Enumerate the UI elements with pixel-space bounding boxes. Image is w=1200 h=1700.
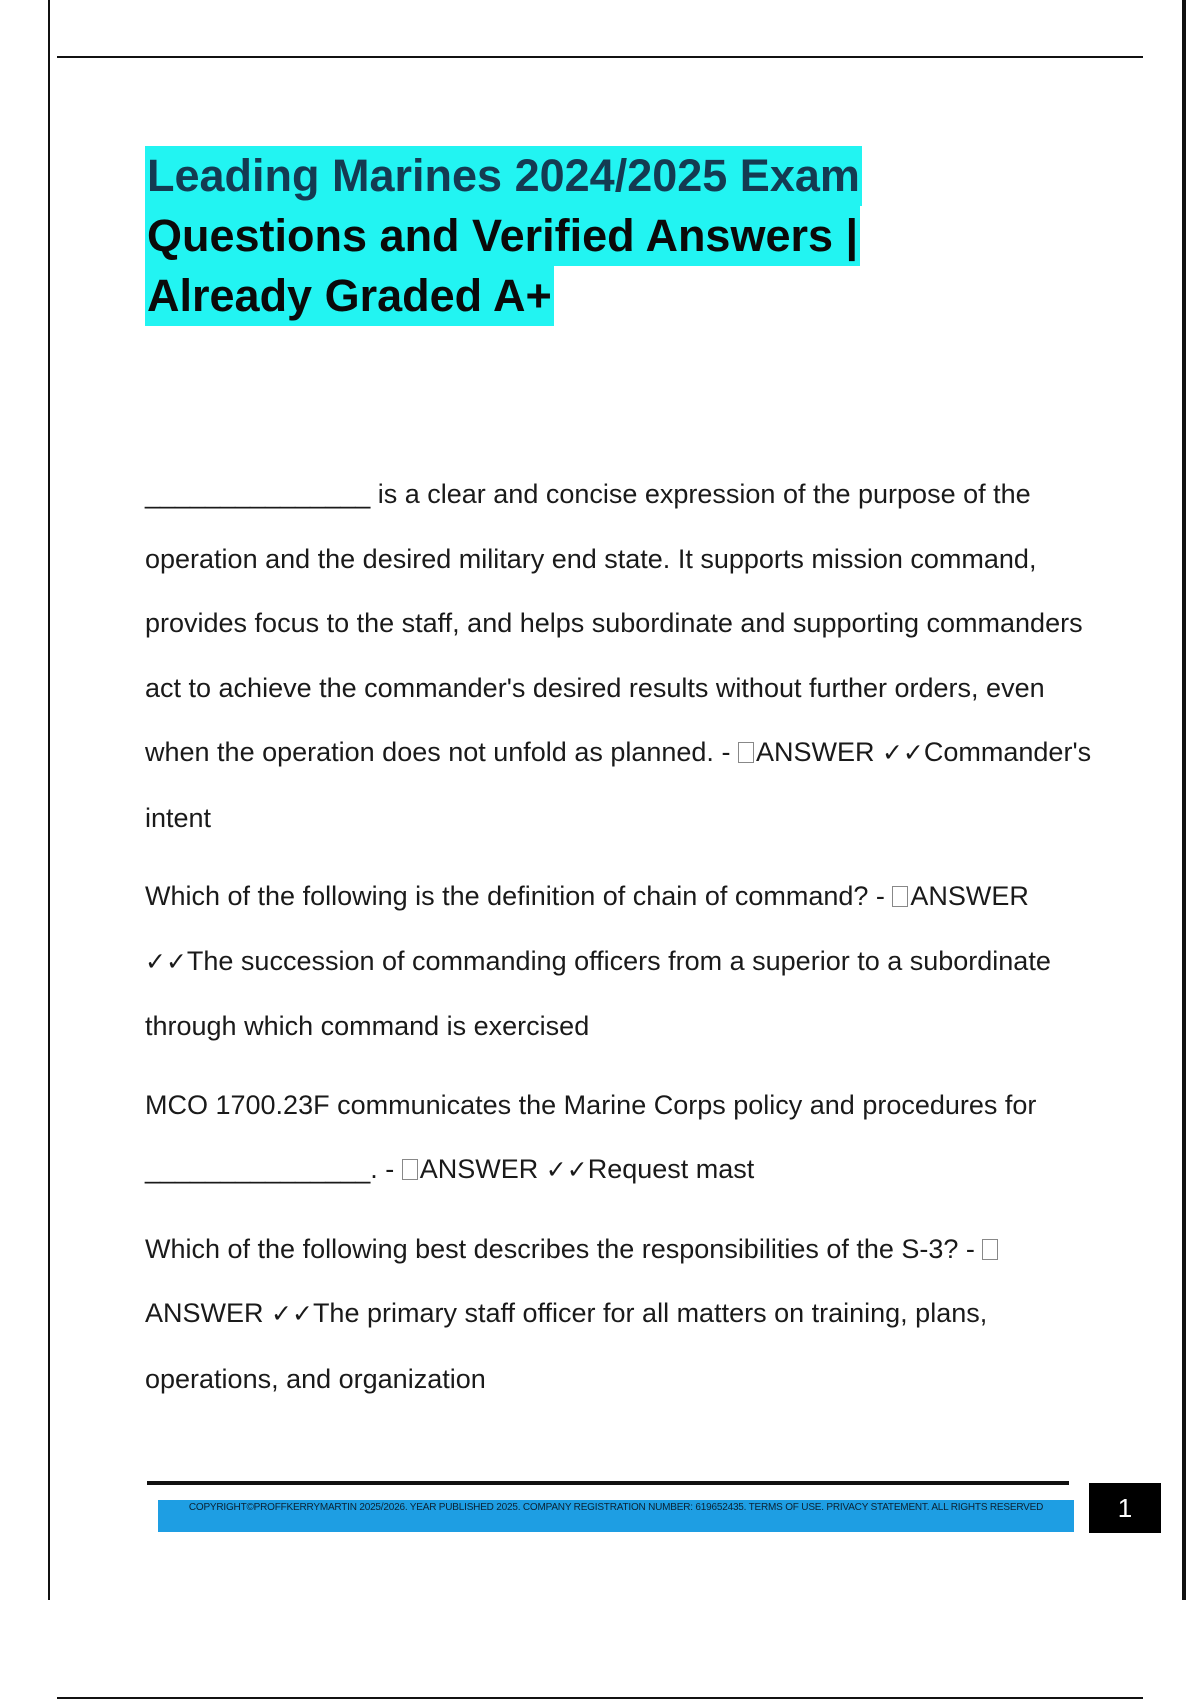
checkbox-glyph-icon <box>738 742 754 763</box>
page-border-left <box>48 0 50 1600</box>
question-text: _______________ is a clear and concise expression of the purpose of the operation and the desired military end state. It supports mission command, provides focus to the staff, and helps subordinate and supporting commanders act to achieve the commander's desired results without further orders, even when the operation does not unfold as planned. - <box>145 479 1083 767</box>
title-line-1: Leading Marines 2024/2025 Exam <box>145 146 862 206</box>
double-check-icon: ✓✓ <box>881 738 924 767</box>
document-title <box>145 146 945 326</box>
answer-label: ANSWER <box>755 737 875 767</box>
qa-item-3 <box>145 1073 1095 1203</box>
next-page-rule <box>57 1697 1143 1699</box>
answer-text: Commander's intent <box>145 737 1092 833</box>
answer-label: ANSWER <box>910 881 1029 911</box>
title-line-3: Already Graded A+ <box>145 266 554 326</box>
question-text: MCO 1700.23F communicates the Marine Corps policy and procedures for _______________. - <box>145 1089 1037 1184</box>
qa-list <box>145 462 1095 1425</box>
header-rule <box>57 56 1143 58</box>
answer-text: The primary staff officer for all matters on training, plans, operations, and organization <box>145 1298 988 1394</box>
title-line-2: Questions and Verified Answers | <box>145 206 860 266</box>
qa-item-1 <box>145 462 1095 850</box>
double-check-icon: ✓✓ <box>145 946 187 976</box>
copyright-notice: COPYRIGHT©PROFFKERRYMARTIN 2025/2026. YEAR PUBLISHED 2025. COMPANY REGISTRATION NUMBER: 619652435. TERMS OF USE. PRIVACY STATEMENT. ALL RIGHTS RESERVED <box>188 1502 1044 1513</box>
answer-label: ANSWER <box>419 1154 539 1184</box>
answer-text: Request mast <box>587 1154 755 1184</box>
question-text: Which of the following is the definition of chain of command? - <box>145 881 885 911</box>
question-text: Which of the following best describes the responsibilities of the S-3? - <box>145 1233 975 1264</box>
double-check-icon: ✓✓ <box>545 1155 588 1184</box>
page-number: 1 <box>1089 1483 1161 1533</box>
answer-text: The succession of commanding officers from a superior to a subordinate through which command is exercised <box>145 945 1051 1041</box>
checkbox-glyph-icon <box>402 1159 418 1180</box>
footer-rule <box>147 1481 1069 1485</box>
checkbox-glyph-icon <box>892 886 908 907</box>
qa-item-4 <box>145 1217 1095 1412</box>
page-border-right <box>1182 0 1186 1600</box>
checkbox-glyph-icon <box>982 1239 998 1260</box>
answer-label: ANSWER <box>145 1298 264 1328</box>
qa-item-2 <box>145 864 1095 1059</box>
double-check-icon: ✓✓ <box>271 1299 313 1328</box>
